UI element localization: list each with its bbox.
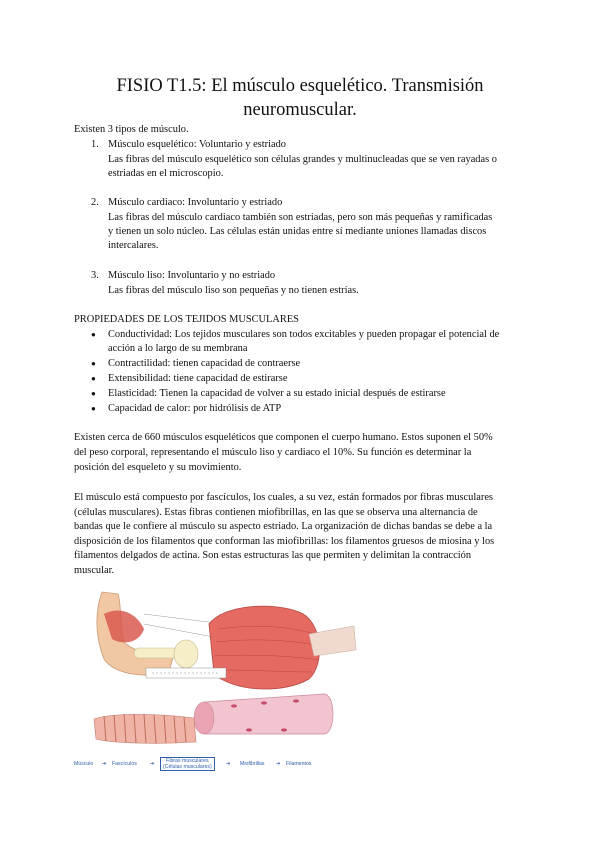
- properties-heading: PROPIEDADES DE LOS TEJIDOS MUSCULARES: [74, 314, 299, 325]
- arrow-right-icon: ➜: [226, 761, 231, 767]
- para2-line-5: filamentos delgados de actina. Son estas estructuras las que permiten y delimitan la contracción: [74, 550, 472, 561]
- flow-fasciculos: Fascículos: [112, 761, 137, 767]
- type-1-line-2: estriadas en el microscopio.: [108, 168, 224, 179]
- intro-text: Existen 3 tipos de músculo.: [74, 124, 189, 135]
- type-2-line-2: y tienen un solo núcleo. Las células están unidas entre sí mediante uniones llamadas discos: [108, 226, 487, 237]
- flow-musculo: Músculo: [74, 761, 94, 767]
- title-line-2: neuromuscular.: [243, 100, 357, 120]
- property-conductividad-cont: acción a lo largo de su membrana: [108, 343, 248, 354]
- list-number-3: 3.: [91, 270, 99, 281]
- para2-line-6: muscular.: [74, 565, 115, 576]
- type-3-line-1: Las fibras del músculo liso son pequeñas y no tienen estrías.: [108, 285, 359, 296]
- type-2-line-1: Las fibras del músculo cardiaco también son estriadas, pero son más pequeñas y ramificadas: [108, 212, 493, 223]
- list-number-2: 2.: [91, 197, 99, 208]
- type-1-heading: Músculo esquelético: Voluntario y estriado: [108, 139, 286, 150]
- para2-line-2: (células musculares). Estas fibras contienen miofibrillas, en las que se observa una alternancia de: [74, 507, 478, 518]
- type-3-heading: Músculo liso: Involuntario y no estriado: [108, 270, 276, 281]
- property-contractilidad: Contractilidad: tienen capacidad de contraerse: [108, 358, 301, 369]
- flow-miofibrillas: Miofibrillas: [240, 761, 265, 767]
- arrow-right-icon: ➜: [276, 761, 281, 767]
- para1-line-1: Existen cerca de 660 músculos esqueléticos que componen el cuerpo humano. Estos suponen el 50%: [74, 432, 493, 443]
- flow-celulas: (Células musculares): [163, 764, 212, 770]
- figure-flow-caption: [74, 757, 350, 773]
- property-elasticidad: Elasticidad: Tienen la capacidad de volver a su estado inicial después de estirarse: [108, 388, 446, 399]
- para2-line-4: disposición de los filamentos que conforman las miofibrillas: los filamentos gruesos de miosina y los: [74, 536, 495, 547]
- list-number-1: 1.: [91, 139, 99, 150]
- type-1-line-1: Las fibras del músculo esquelético son células grandes y multinucleadas que se ven rayadas o: [108, 154, 497, 165]
- property-calor: Capacidad de calor: por hidrólisis de ATP: [108, 403, 282, 414]
- property-conductividad: Conductividad: Los tejidos musculares son todos excitables y pueden propagar el potencial de: [108, 329, 500, 340]
- type-2-line-3: intercalares.: [108, 240, 159, 251]
- para1-line-3: posición del esqueleto y su movimiento.: [74, 462, 242, 473]
- bullet-icon: ●: [91, 330, 96, 339]
- muscle-anatomy-figure: [74, 584, 374, 774]
- flow-fibras-box: [160, 757, 215, 771]
- flow-fibras: Fibras musculares: [166, 758, 209, 764]
- property-extensibilidad: Extensibilidad: tiene capacidad de estirarse: [108, 373, 288, 384]
- para2-line-1: El músculo está compuesto por fascículos, los cuales, a su vez, están formados por fibras musculares: [74, 492, 493, 503]
- type-2-heading: Músculo cardiaco: Involuntario y estriado: [108, 197, 283, 208]
- bullet-icon: ●: [91, 374, 96, 383]
- bullet-icon: ●: [91, 389, 96, 398]
- title-line-1: FISIO T1.5: El músculo esquelético. Transmisión: [116, 76, 484, 96]
- bullet-icon: ●: [91, 359, 96, 368]
- bullet-icon: ●: [91, 404, 96, 413]
- para2-line-3: bandas que le confiere al músculo su aspecto estriado. La organización de dichas bandas se debe a la: [74, 521, 493, 532]
- page-title: [60, 74, 540, 122]
- arrow-right-icon: ➜: [150, 761, 155, 767]
- flow-filamentos: Filamentos: [286, 761, 312, 767]
- arrow-right-icon: ➜: [102, 761, 107, 767]
- para1-line-2: del peso corporal, representando el músculo liso y cardiaco el 10%. Su función es determinar la: [74, 447, 472, 458]
